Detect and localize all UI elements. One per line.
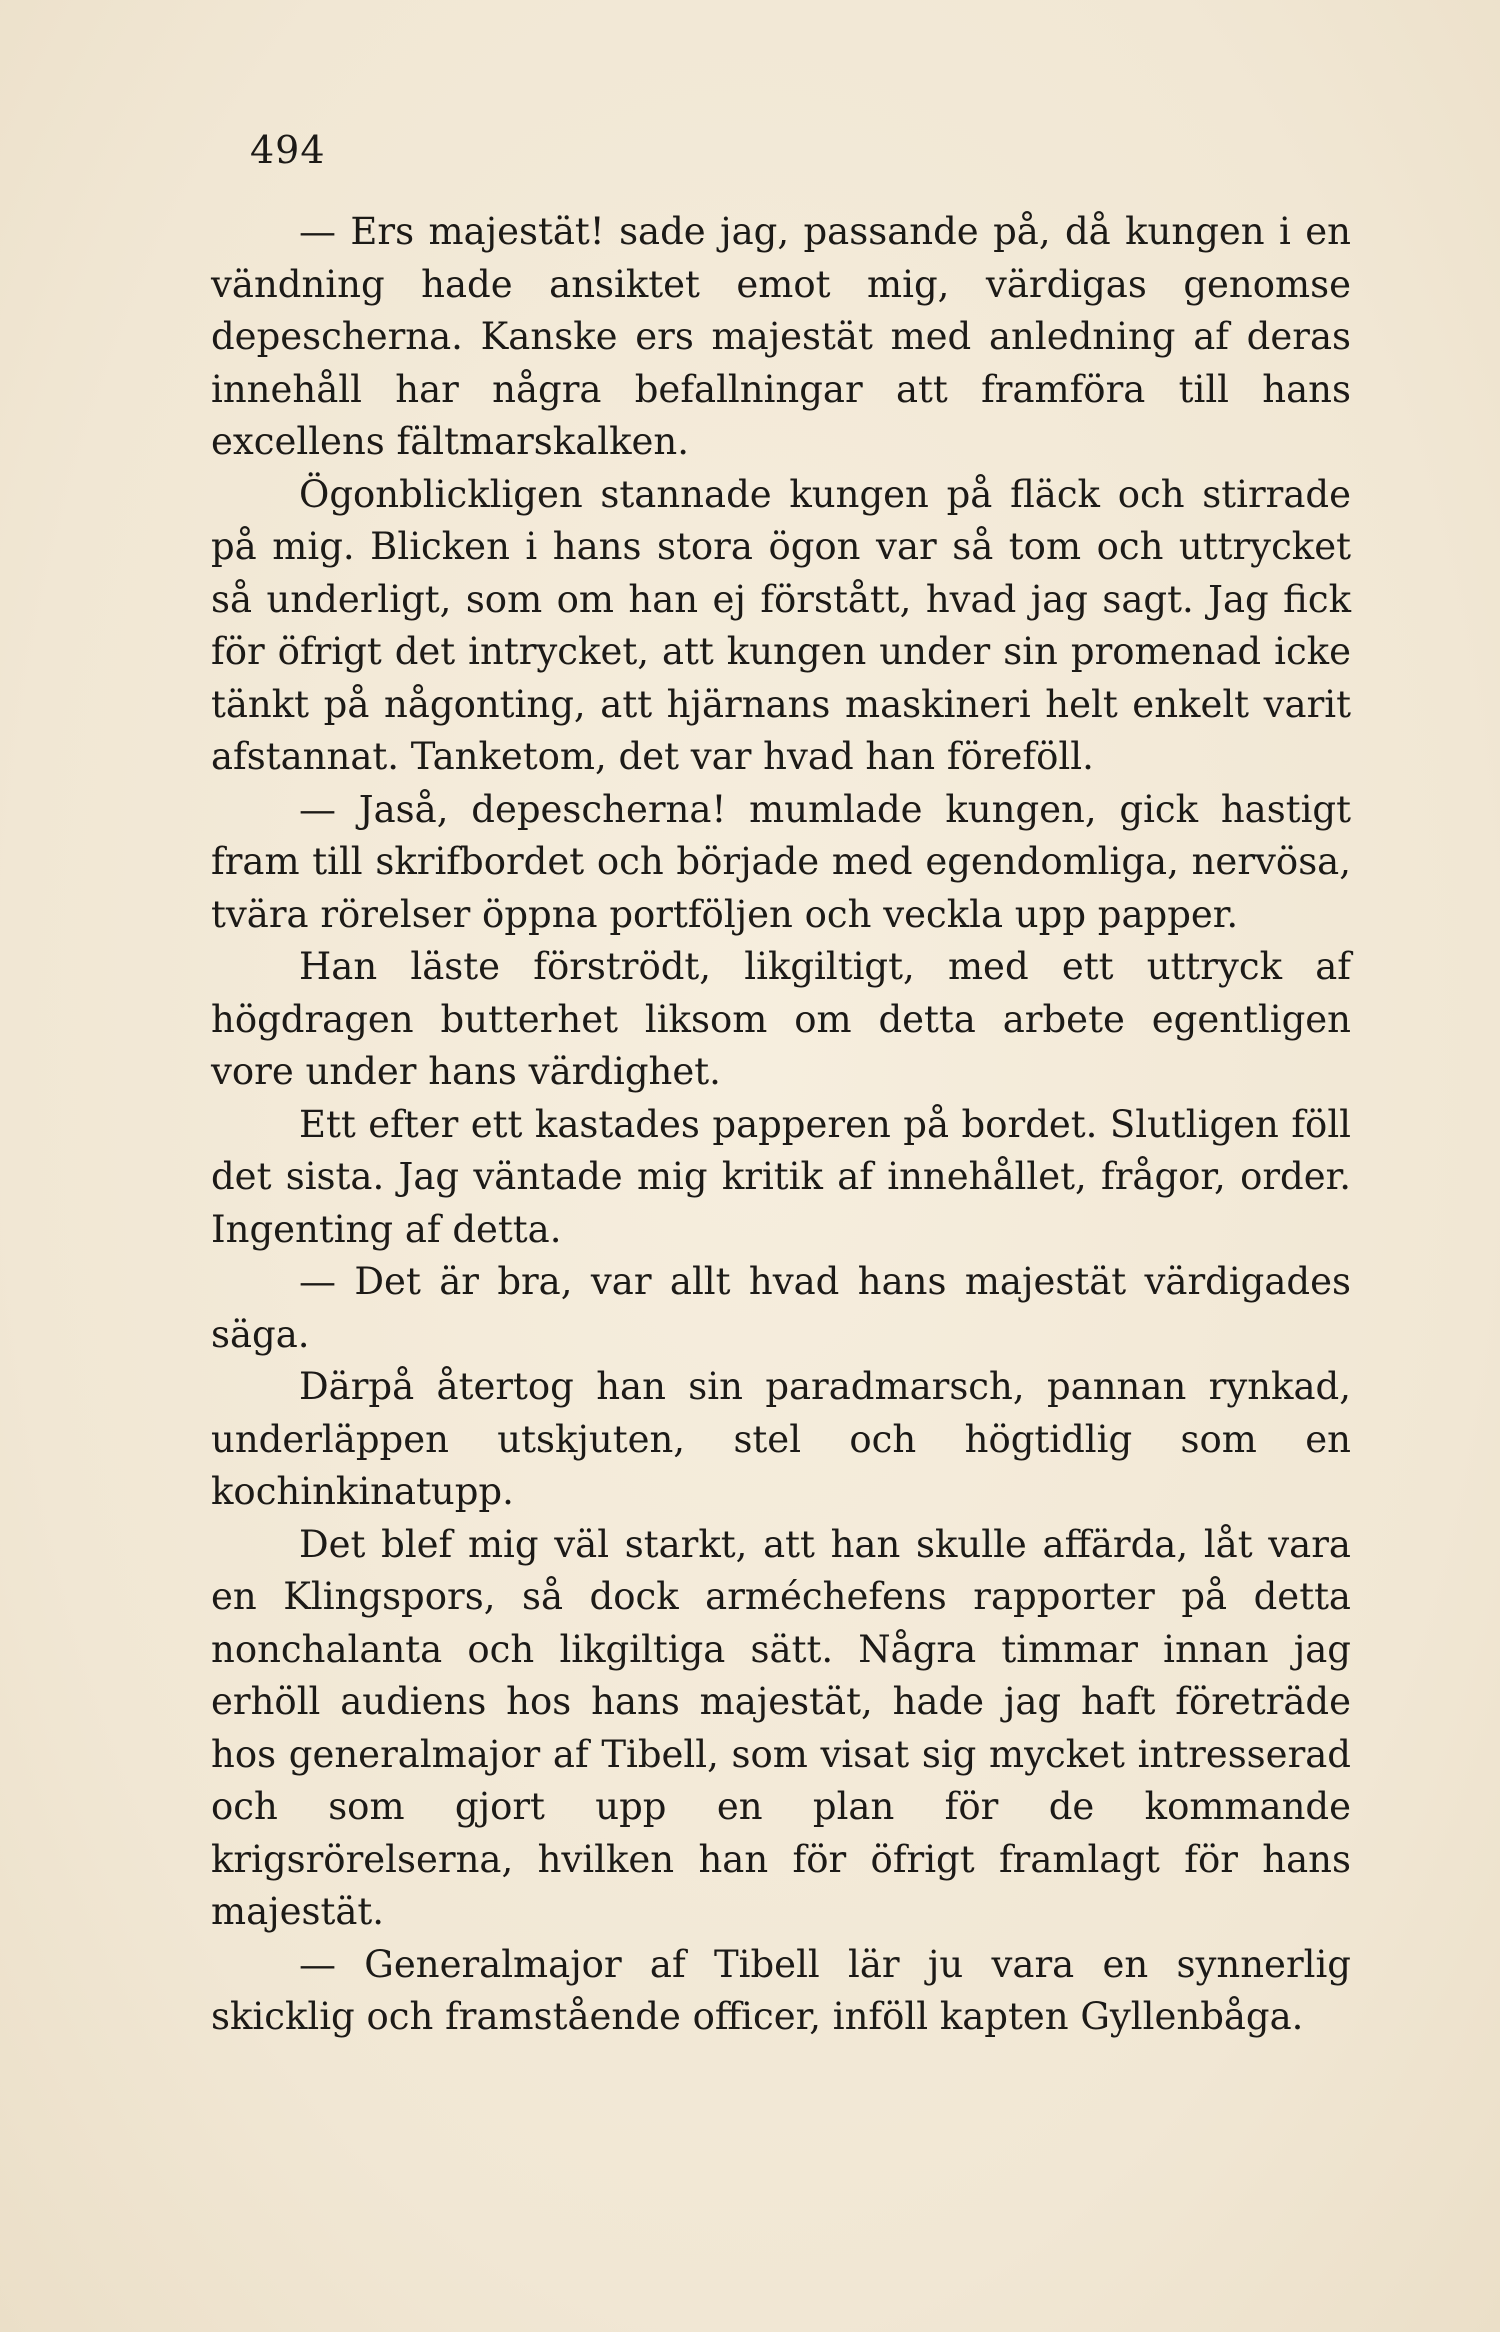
paragraph: Ett efter ett kastades papperen på bordet. Slutligen föll det sista. Jag väntade mig kritik af innehållet, frågor, order. Ingenting af detta. bbox=[211, 1102, 1351, 1251]
paragraph: — Jaså, depescherna! mumlade kungen, gick hastigt fram till skrifbordet och började med egendomliga, nervösa, tvära rörelser öppna portföljen och veckla upp papper. bbox=[211, 787, 1351, 936]
paragraph: Därpå återtog han sin paradmarsch, pannan rynkad, underläppen utskjuten, stel och högtidlig som en kochinkinatupp. bbox=[211, 1365, 1351, 1513]
page-number: 494 bbox=[250, 128, 326, 172]
paragraph: — Det är bra, var allt hvad hans majestät värdigades säga. bbox=[211, 1260, 1351, 1356]
body-text bbox=[211, 206, 1351, 2044]
paragraph: Ögonblickligen stannade kungen på fläck och stirrade på mig. Blicken i hans stora ögon var så tom och uttrycket så underligt, som om han ej förstått, hvad jag sagt. Jag fick för öfrigt det intrycket, att kungen under sin promenad icke tänkt på någonting, att hjärnans maskineri helt enkelt varit afstannat. Tanketom, det var hvad han föreföll. bbox=[211, 472, 1351, 778]
paragraph: — Generalmajor af Tibell lär ju vara en synnerlig skicklig och framstående officer, inföll kapten Gyllenbåga. bbox=[211, 1942, 1351, 2038]
paragraph: Det blef mig väl starkt, att han skulle affärda, låt vara en Klingspors, så dock arméchefens rapporter på detta nonchalanta och likgiltiga sätt. Några timmar innan jag erhöll audiens hos hans majestät, hade jag haft företräde hos generalmajor af Tibell, som visat sig mycket intresserad och som gjort upp en plan för de kommande krigsrörelserna, hvilken han för öfrigt framlagt för hans majestät. bbox=[211, 1522, 1351, 1933]
paragraph: Han läste förströdt, likgiltigt, med ett uttryck af högdragen butterhet liksom om detta arbete egentligen vore under hans värdighet. bbox=[211, 945, 1351, 1093]
paragraph: — Ers majestät! sade jag, passande på, då kungen i en vändning hade ansiktet emot mig, värdigas genomse depescherna. Kanske ers majestät med anledning af deras innehåll har några befallningar att framföra till hans excellens fältmarskalken. bbox=[211, 210, 1351, 463]
